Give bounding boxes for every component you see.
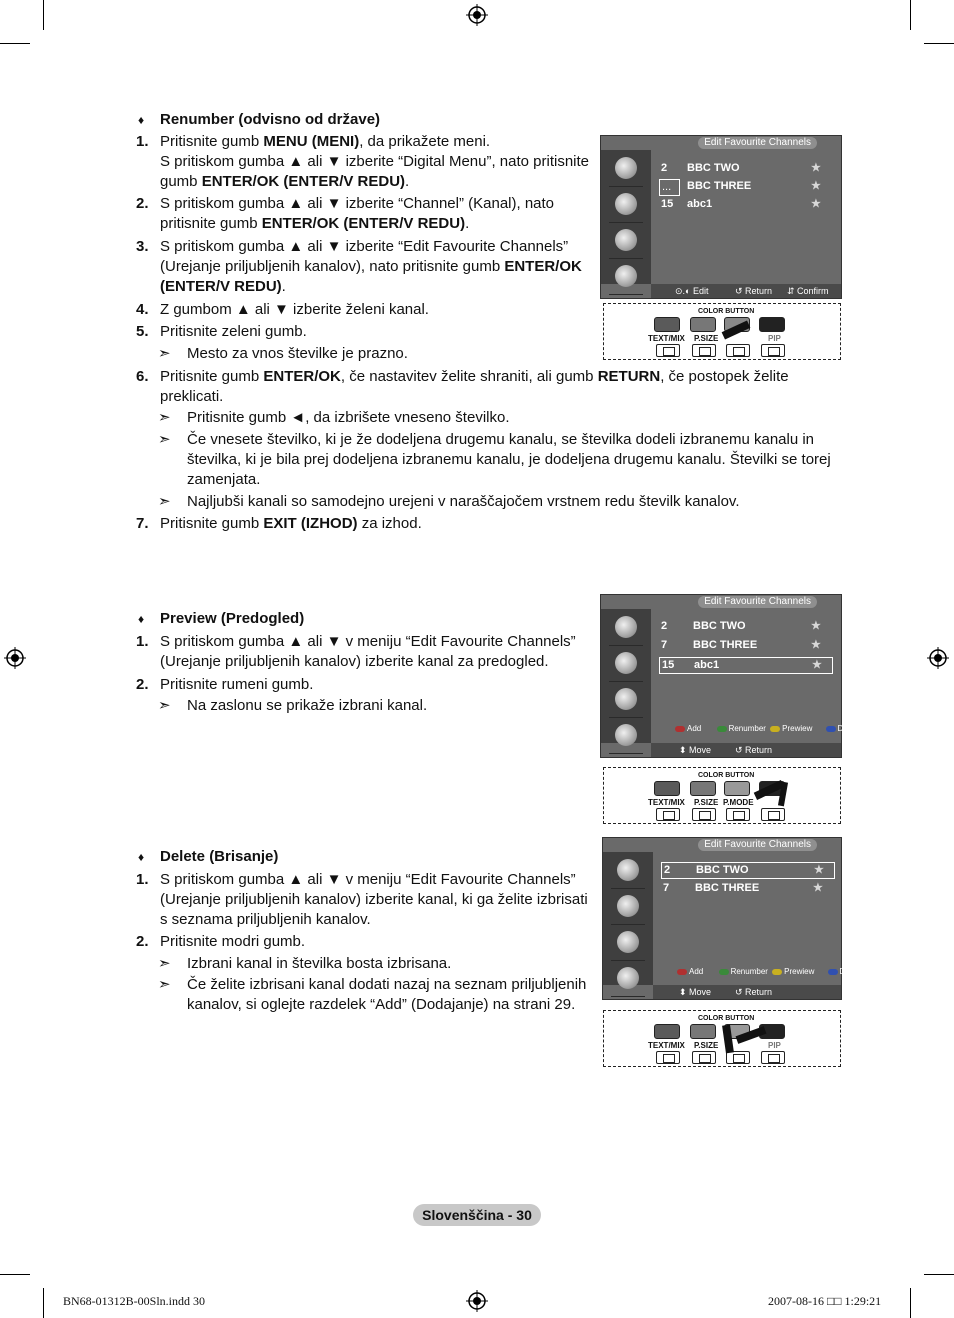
setup-menu-icon (611, 926, 645, 961)
screen-help-bar (653, 985, 841, 999)
channel-name: BBC THREE (687, 180, 752, 192)
text-segment: Izbrani kanal in številka bosta izbrisana. (187, 955, 452, 972)
step-text (160, 300, 429, 320)
text-segment: , da prikažete meni. (359, 133, 491, 150)
step-text (160, 194, 554, 214)
step-text (160, 237, 568, 257)
note-text (187, 408, 510, 428)
note-text (187, 954, 451, 974)
note-arrow-icon: ➣ (158, 955, 171, 972)
sound-menu-icon (611, 890, 645, 925)
favourite-star-icon: ★ (811, 180, 821, 192)
diamond-bullet-icon: ♦ (138, 612, 145, 626)
channel-number: 2 (664, 864, 671, 876)
p-mode-key[interactable] (726, 808, 750, 821)
blue-pill-icon (828, 969, 838, 975)
screen-title: Edit Favourite Channels (698, 137, 817, 149)
note-arrow-icon: ➣ (158, 409, 171, 426)
channel-name: abc1 (694, 659, 720, 671)
text-segment: S pritiskom gumba ▲ ali ▼ izberite “Digital Menu”, nato pritisnite (160, 153, 590, 170)
help-edit: ⊙.◐ Edit (675, 286, 709, 296)
green-button[interactable] (690, 781, 716, 796)
help-return: ↺ Return (735, 286, 773, 296)
step-text (160, 932, 305, 952)
text-segment: za izhod. (357, 515, 422, 532)
step-text (160, 675, 313, 695)
step-number: 3. (136, 238, 149, 255)
text-segment: RETURN (597, 368, 661, 385)
step-number: 1. (136, 133, 149, 150)
step-text (160, 257, 582, 277)
channel-number: 2 (661, 162, 668, 174)
green-pill-icon (717, 726, 727, 732)
tv-menu-screen (600, 594, 861, 758)
sound-menu-icon (609, 647, 643, 682)
text-segment: pritisnite gumb (160, 215, 262, 232)
registration-mark-icon (466, 4, 488, 26)
input-menu-icon (611, 962, 645, 997)
text-segment: . (465, 215, 470, 232)
text-mix-key[interactable] (656, 1051, 680, 1064)
section-heading: Renumber (odvisno od države) (160, 111, 381, 128)
favourite-star-icon: ★ (813, 882, 823, 894)
p-size-key[interactable] (692, 808, 716, 821)
note-arrow-icon: ➣ (158, 697, 171, 714)
pip-key[interactable] (761, 808, 785, 821)
remote-control-panel (603, 303, 841, 360)
p-size-label: P.SIZE (694, 798, 719, 807)
menu-sidebar (601, 150, 651, 284)
tv-menu-screen (602, 837, 863, 1000)
text-segment: ENTER/OK (504, 258, 582, 275)
channel-row[interactable] (659, 161, 831, 176)
yellow-pill-icon (770, 726, 780, 732)
step-text (160, 910, 371, 930)
step-text (160, 322, 307, 342)
help-return: ↺ Return (735, 745, 773, 755)
picture-menu-icon (609, 152, 643, 187)
step-text (160, 277, 286, 297)
p-mode-key[interactable] (726, 344, 750, 357)
color-legend: Add Renumber Prewiew Delete (673, 724, 861, 734)
channel-number: 7 (663, 882, 670, 894)
p-mode-key[interactable] (726, 1051, 750, 1064)
red-pill-icon (677, 969, 687, 975)
favourite-star-icon: ★ (814, 864, 824, 876)
channel-row[interactable] (661, 881, 833, 896)
text-segment: ENTER/OK (263, 368, 341, 385)
registration-mark-icon (466, 1290, 488, 1312)
channel-row[interactable] (659, 657, 833, 674)
note-text (187, 995, 575, 1015)
text-segment: S pritiskom gumba ▲ ali ▼ v meniju “Edit Favourite Channels” (160, 871, 576, 888)
step-text (160, 132, 490, 152)
favourite-star-icon: ★ (811, 639, 821, 651)
step-text (160, 870, 576, 890)
help-move: ⬍ Move (679, 987, 712, 997)
channel-row[interactable] (659, 638, 831, 653)
text-segment: (Urejanje priljubljenih kanalov), nato pritisnite gumb (160, 258, 505, 275)
screen-help-bar (651, 284, 841, 298)
favourite-star-icon: ★ (811, 198, 821, 210)
channel-number: 15 (662, 659, 675, 671)
step-number: 2. (136, 676, 149, 693)
note-arrow-icon: ➣ (158, 345, 171, 362)
step-text (160, 890, 588, 910)
sound-menu-icon (609, 188, 643, 223)
note-text (187, 430, 814, 450)
text-segment: Pritisnite rumeni gumb. (160, 676, 314, 693)
note-text (187, 470, 260, 490)
channel-row[interactable] (661, 862, 835, 879)
step-text (160, 214, 469, 234)
help-confirm: ⇵ Confirm (787, 286, 829, 296)
input-menu-icon (609, 260, 643, 295)
note-text (187, 975, 586, 995)
color-button-label: COLOR BUTTON (698, 772, 755, 779)
menu-sidebar (601, 609, 651, 743)
channel-number: 15 (661, 198, 674, 210)
p-size-label: P.SIZE (694, 334, 719, 343)
text-segment: (Urejanje priljubljenih kanalov) izberite kanal, ki ga želite izbrisati (160, 891, 588, 908)
favourite-star-icon: ★ (811, 162, 821, 174)
channel-name: BBC TWO (696, 864, 749, 876)
text-segment: ENTER/OK (ENTER/V REDU) (201, 173, 406, 190)
picture-menu-icon (609, 611, 643, 646)
crop-mark (924, 1274, 954, 1275)
step-number: 4. (136, 301, 149, 318)
blue-pill-icon (826, 726, 836, 732)
channel-name: BBC THREE (695, 882, 760, 894)
text-segment: Če vnesete številko, ki je že dodeljena drugemu kanalu, se številka dodeli izbranemu kanalu in (187, 431, 815, 448)
pip-key[interactable] (761, 1051, 785, 1064)
crop-mark (0, 1274, 30, 1275)
text-segment: Z gumbom ▲ ali ▼ izberite želeni kanal. (160, 301, 429, 318)
p-size-label: P.SIZE (694, 1041, 719, 1050)
channel-number: 2 (661, 620, 668, 632)
file-slug: BN68-01312B-00Sln.indd 30 (63, 1294, 206, 1308)
note-arrow-icon: ➣ (158, 493, 171, 510)
registration-mark-icon (927, 647, 949, 669)
text-segment: ENTER/OK (ENTER/V REDU) (261, 215, 466, 232)
text-segment: (ENTER/V REDU) (160, 278, 282, 295)
datetime-slug: 2007-08-16 □□ 1:29:21 (768, 1294, 882, 1308)
text-segment: Pritisnite zeleni gumb. (160, 323, 307, 340)
channel-row[interactable] (659, 179, 831, 194)
registration-mark-icon (4, 647, 26, 669)
channel-row[interactable] (659, 619, 831, 634)
setup-menu-icon (609, 224, 643, 259)
red-pill-icon (675, 726, 685, 732)
step-number: 7. (136, 515, 149, 532)
help-return: ↺ Return (735, 987, 773, 997)
text-segment: Pritisnite gumb (160, 515, 264, 532)
pip-label: PIP (768, 334, 781, 343)
text-segment: zamenjata. (187, 471, 261, 488)
screen-title: Edit Favourite Channels (698, 596, 817, 608)
yellow-pill-icon (772, 969, 782, 975)
text-segment: S pritiskom gumba ▲ ali ▼ v meniju “Edit Favourite Channels” (160, 633, 576, 650)
favourite-star-icon: ★ (812, 659, 822, 671)
step-text (160, 387, 223, 407)
text-mix-label: TEXT/MIX (648, 334, 685, 343)
note-text (187, 344, 408, 364)
remote-control-panel (603, 767, 841, 824)
channel-name: abc1 (687, 198, 713, 210)
channel-row[interactable] (659, 197, 831, 212)
text-segment: Pritisnite gumb (160, 133, 264, 150)
step-number: 5. (136, 323, 149, 340)
pip-key[interactable] (761, 344, 785, 357)
step-text (160, 652, 549, 672)
step-text (160, 514, 422, 534)
red-button[interactable] (654, 317, 680, 332)
text-segment: Pritisnite gumb ◄, da izbrišete vneseno številko. (187, 409, 510, 426)
text-segment: Pritisnite gumb (160, 368, 264, 385)
screen-help-bar (651, 743, 841, 757)
menu-sidebar (603, 852, 653, 985)
p-mode-label: P.MODE (723, 798, 754, 807)
text-segment: MENU (MENI) (263, 133, 360, 150)
p-size-key[interactable] (692, 1051, 716, 1064)
color-button-label: COLOR BUTTON (698, 308, 755, 315)
text-segment: Najljubši kanali so samodejno urejeni v naraščajočem vrstnem redu številk kanalov. (187, 493, 740, 510)
channel-number: ... (659, 179, 680, 196)
color-button-label: COLOR BUTTON (698, 1015, 755, 1022)
step-number: 1. (136, 633, 149, 650)
step-text (160, 367, 789, 387)
diamond-bullet-icon: ♦ (138, 113, 145, 127)
step-text (160, 152, 589, 172)
text-segment: številka, ki je bila prej dodeljena izbranemu kanalu, je dodeljena drugemu kanalu. Številki se torej (187, 451, 831, 468)
text-mix-key[interactable] (656, 344, 680, 357)
text-segment: s seznama priljubljenih kanalov. (160, 911, 371, 928)
step-number: 2. (136, 195, 149, 212)
note-text (187, 450, 831, 470)
text-segment: Če želite izbrisani kanal dodati nazaj na seznam priljubljenih (187, 976, 587, 993)
help-move: ⬍ Move (679, 745, 712, 755)
note-arrow-icon: ➣ (158, 431, 171, 448)
input-menu-icon (609, 719, 643, 754)
text-segment: . (281, 278, 286, 295)
remote-control-panel (603, 1010, 841, 1067)
crop-mark (0, 43, 30, 44)
text-segment: S pritiskom gumba ▲ ali ▼ izberite “Channel” (Kanal), nato (160, 195, 555, 212)
text-segment: Pritisnite modri gumb. (160, 933, 306, 950)
text-mix-label: TEXT/MIX (648, 798, 685, 807)
text-segment: preklicati. (160, 388, 224, 405)
green-button[interactable] (690, 1024, 716, 1039)
color-legend: Add Renumber Prewiew Delete (675, 967, 863, 977)
text-mix-key[interactable] (656, 808, 680, 821)
red-button[interactable] (654, 781, 680, 796)
blue-button[interactable] (759, 317, 785, 332)
crop-mark (43, 1288, 44, 1318)
text-segment: . (405, 173, 410, 190)
text-segment: kanalov, si oglejte razdelek “Add” (Dodajanje) na strani 29. (187, 996, 576, 1013)
note-text (187, 696, 427, 716)
text-segment: EXIT (IZHOD) (263, 515, 358, 532)
step-number: 2. (136, 933, 149, 950)
crop-mark (924, 43, 954, 44)
step-text (160, 172, 409, 192)
text-segment: , če nastavitev želite shraniti, ali gumb (340, 368, 598, 385)
channel-number: 7 (661, 639, 668, 651)
channel-name: BBC THREE (693, 639, 758, 651)
note-arrow-icon: ➣ (158, 976, 171, 993)
pip-label: PIP (768, 1041, 781, 1050)
channel-name: BBC TWO (687, 162, 740, 174)
text-segment: , če postopek želite (660, 368, 789, 385)
text-segment: Mesto za vnos številke je prazno. (187, 345, 408, 362)
green-pill-icon (719, 969, 729, 975)
green-button[interactable] (690, 317, 716, 332)
page-number-label: Slovenščina - 30 (413, 1204, 541, 1226)
diamond-bullet-icon: ♦ (138, 850, 145, 864)
text-segment: S pritiskom gumba ▲ ali ▼ izberite “Edit Favourite Channels” (160, 238, 569, 255)
red-button[interactable] (654, 1024, 680, 1039)
crop-mark (910, 1288, 911, 1318)
note-text (187, 492, 739, 512)
crop-mark (910, 0, 911, 30)
tv-menu-screen (600, 135, 842, 299)
step-number: 6. (136, 368, 149, 385)
channel-name: BBC TWO (693, 620, 746, 632)
favourite-star-icon: ★ (811, 620, 821, 632)
crop-mark (43, 0, 44, 30)
picture-menu-icon (611, 854, 645, 889)
text-segment: Na zaslonu se prikaže izbrani kanal. (187, 697, 428, 714)
step-number: 1. (136, 871, 149, 888)
text-mix-label: TEXT/MIX (648, 1041, 685, 1050)
setup-menu-icon (609, 683, 643, 718)
p-size-key[interactable] (692, 344, 716, 357)
section-heading: Preview (Predogled) (160, 610, 305, 627)
yellow-button[interactable] (724, 781, 750, 796)
step-text (160, 632, 576, 652)
text-segment: (Urejanje priljubljenih kanalov) izberite kanal za predogled. (160, 653, 549, 670)
text-segment: gumb (160, 173, 202, 190)
section-heading: Delete (Brisanje) (160, 848, 279, 865)
screen-title: Edit Favourite Channels (698, 839, 817, 851)
